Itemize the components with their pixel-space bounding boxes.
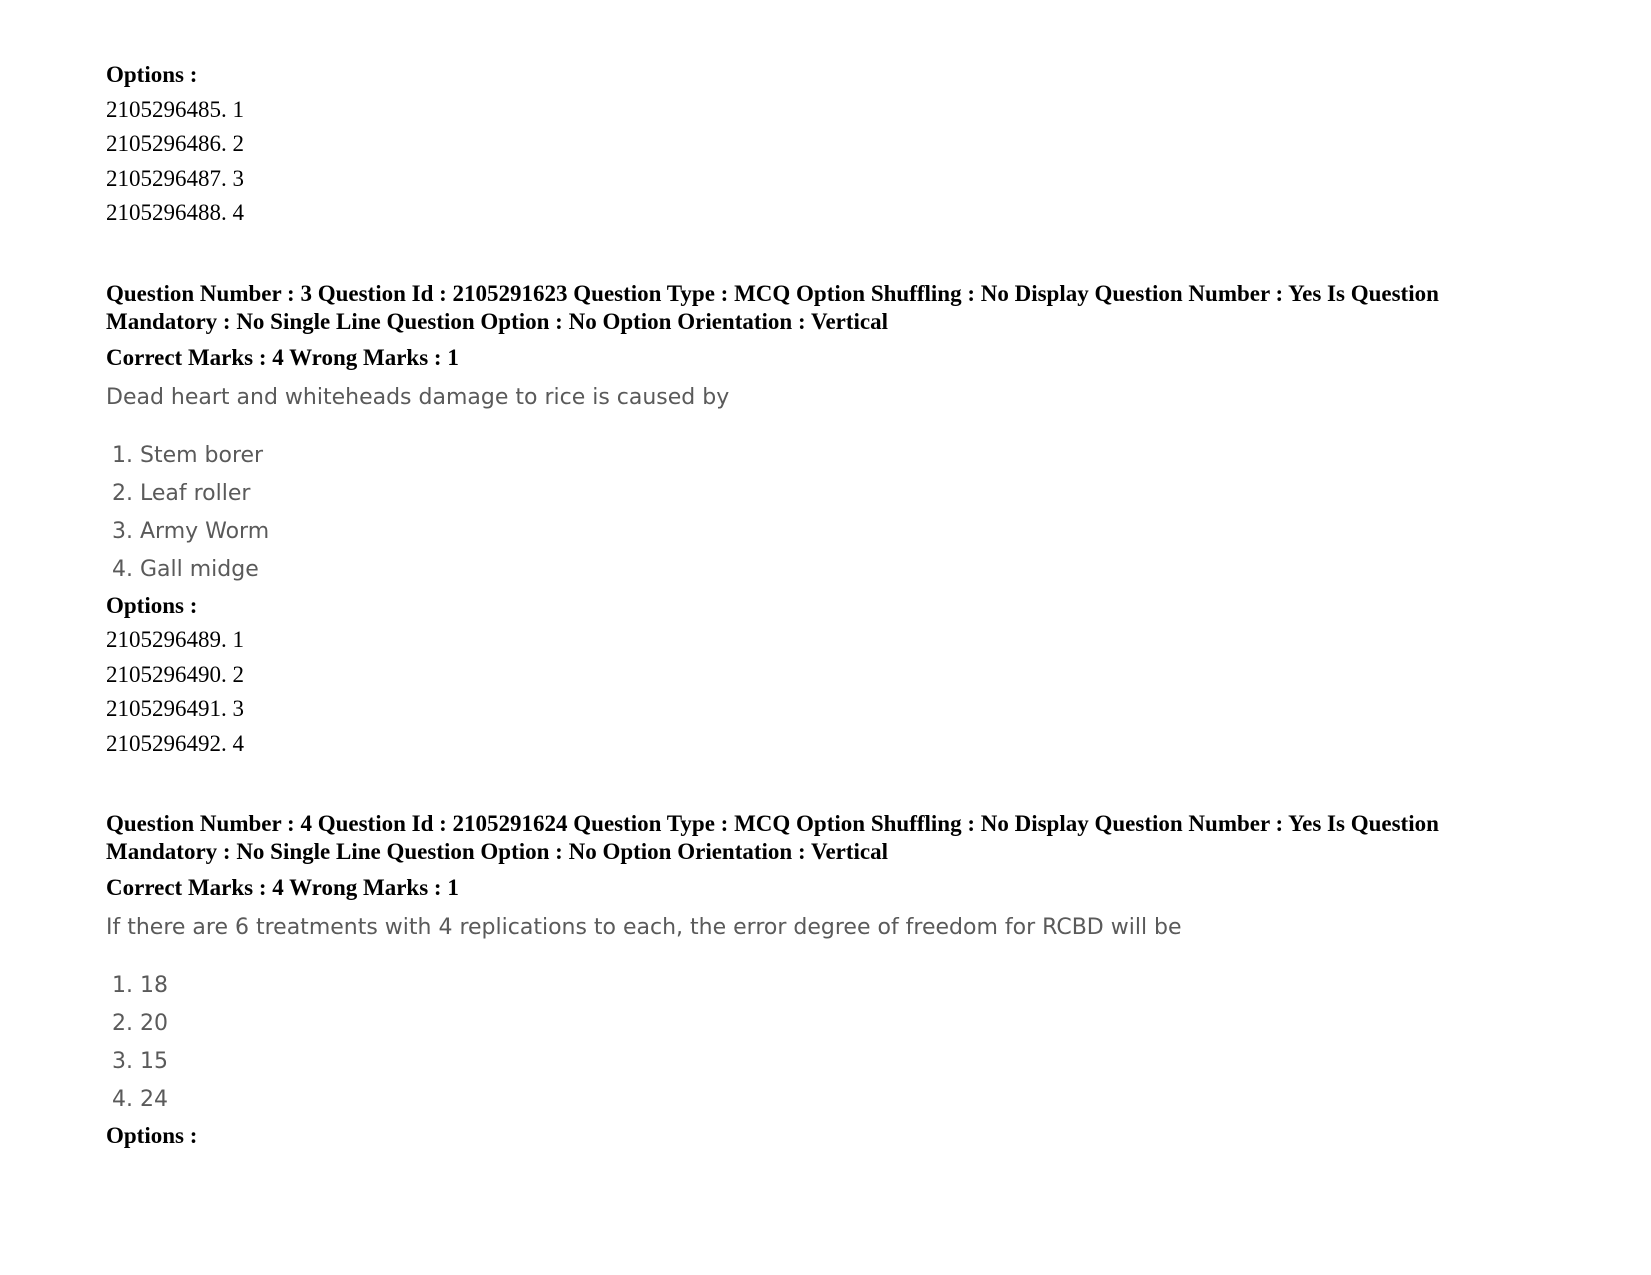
question-marks: Correct Marks : 4 Wrong Marks : 1 [106, 344, 459, 370]
option-item: 2105296488. 4 [106, 200, 244, 225]
question-meta-line-1: Question Number : 4 Question Id : 2105291624 Question Type : MCQ Option Shuffling : No Display Question Number : Yes Is Question [106, 811, 1439, 836]
question-meta-line-2: Mandatory : No Single Line Question Option : No Option Orientation : Vertical [106, 308, 889, 334]
choice-item: 2. Leaf roller [112, 480, 251, 506]
option-item: 2105296485. 1 [106, 96, 244, 122]
option-item: 2105296487. 3 [106, 165, 244, 191]
question-stem: Dead heart and whiteheads damage to rice is caused by [106, 384, 730, 410]
choice-item: 1. Stem borer [112, 442, 264, 468]
question-4 [106, 810, 1586, 1154]
choice-item: 1. 18 [112, 973, 168, 998]
question-meta-line-1: Question Number : 3 Question Id : 2105291623 Question Type : MCQ Option Shuffling : No Display Question Number : Yes Is Question [106, 280, 1439, 306]
question-marks: Correct Marks : 4 Wrong Marks : 1 [106, 875, 459, 900]
option-item: 2105296491. 3 [106, 696, 244, 721]
choice-item: 3. Army Worm [112, 518, 270, 544]
question-choices [106, 437, 1586, 589]
option-item: 2105296486. 2 [106, 131, 244, 156]
options-label: Options : [106, 62, 198, 87]
previous-question-options [106, 58, 1586, 231]
choice-item: 4. Gall midge [112, 556, 259, 582]
options-label: Options : [106, 1123, 198, 1148]
option-item: 2105296489. 1 [106, 627, 244, 652]
question-meta-line-2: Mandatory : No Single Line Question Option : No Option Orientation : Vertical [106, 839, 889, 864]
options-label: Options : [106, 592, 198, 618]
question-paper-page [106, 58, 1586, 1154]
question-stem: If there are 6 treatments with 4 replications to each, the error degree of freedom for RCBD will be [106, 915, 1182, 940]
choice-item: 2. 20 [112, 1011, 168, 1036]
option-item: 2105296490. 2 [106, 661, 244, 687]
question-3 [106, 280, 1586, 762]
option-item: 2105296492. 4 [106, 730, 244, 756]
question-choices [106, 967, 1586, 1119]
choice-item: 4. 24 [112, 1087, 168, 1112]
choice-item: 3. 15 [112, 1049, 168, 1074]
